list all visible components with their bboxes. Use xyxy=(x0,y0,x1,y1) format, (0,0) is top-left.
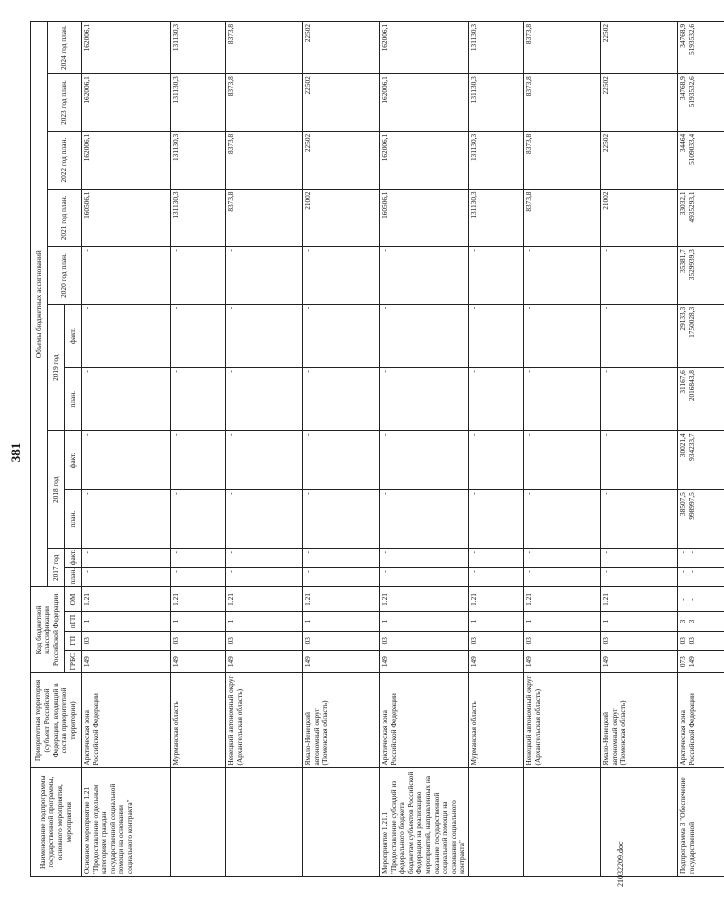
cell-value: - xyxy=(171,490,226,549)
cell-value: - xyxy=(82,549,171,568)
header-pgp: пГП xyxy=(65,612,82,631)
cell-om: 1.21 xyxy=(82,587,171,612)
cell-pgp: 1 xyxy=(226,612,303,631)
cell-territory: Арктическая зона Российской Федерации xyxy=(678,673,724,768)
cell-territory: Мурманская область xyxy=(469,673,524,768)
cell-om: 1.21 xyxy=(171,587,226,612)
cell-value: - xyxy=(380,247,469,305)
cell-om: 1.21 xyxy=(303,587,380,612)
header-2021: 2021 год план. xyxy=(48,189,82,247)
header-2017: 2017 год xyxy=(48,549,65,587)
cell-value: - xyxy=(226,549,303,568)
cell-value: - xyxy=(524,368,601,431)
header-2019: 2019 год xyxy=(48,304,65,431)
cell-value: - xyxy=(226,368,303,431)
cell-value: - xyxy=(303,490,380,549)
cell-om: 1.21 xyxy=(380,587,469,612)
cell-name xyxy=(303,768,380,877)
cell-value: - xyxy=(469,549,524,568)
cell-gp: 03 xyxy=(469,631,524,650)
cell-gp: 03 03 xyxy=(678,631,724,650)
cell-territory: Ненецкий автономный округ (Архангельская область) xyxy=(524,673,601,768)
cell-value: 8373,8 xyxy=(226,22,303,74)
table-row xyxy=(171,22,226,877)
header-grbs: ГРБС xyxy=(65,650,82,673)
document-id: 21032209.doc xyxy=(616,841,625,887)
cell-value: 8373,8 xyxy=(226,189,303,247)
cell-om: 1.21 xyxy=(524,587,601,612)
cell-name xyxy=(226,768,303,877)
cell-value: - xyxy=(82,304,171,367)
cell-gp: 03 xyxy=(226,631,303,650)
table-row xyxy=(380,22,469,877)
cell-value: - xyxy=(303,368,380,431)
header-2017-fact: факт. xyxy=(65,549,82,568)
cell-grbs: 149 xyxy=(303,650,380,673)
cell-value: - xyxy=(601,368,678,431)
cell-value: 131130,3 xyxy=(171,131,226,189)
cell-value: 131130,3 xyxy=(171,189,226,247)
cell-value: 162006,1 xyxy=(82,131,171,189)
cell-name: Подпрограмма 3 "Обеспечение государственной xyxy=(678,768,724,877)
cell-value: 34768,9 5193532,6 xyxy=(678,74,724,132)
cell-name xyxy=(171,768,226,877)
cell-value: - xyxy=(171,568,226,587)
cell-value: 22502 xyxy=(601,131,678,189)
cell-value: 162006,1 xyxy=(82,74,171,132)
table-row xyxy=(226,22,303,877)
cell-value: - xyxy=(171,247,226,305)
cell-gp: 03 xyxy=(303,631,380,650)
cell-pgp: 1 xyxy=(601,612,678,631)
cell-territory: Арктическая зона Российской Федерации xyxy=(380,673,469,768)
cell-value: 22502 xyxy=(303,22,380,74)
header-2018: 2018 год xyxy=(48,431,65,549)
cell-value: 21002 xyxy=(601,189,678,247)
cell-value: 8373,8 xyxy=(524,22,601,74)
cell-pgp: 1 xyxy=(524,612,601,631)
cell-pgp: 1 xyxy=(380,612,469,631)
header-2019-plan: план. xyxy=(65,368,82,431)
cell-gp: 03 xyxy=(524,631,601,650)
cell-value: - xyxy=(524,490,601,549)
cell-territory: Ямало-Ненецкий автономный округ (Тюменская область) xyxy=(601,673,678,768)
cell-value: 160506,1 xyxy=(380,189,469,247)
cell-value: - xyxy=(469,247,524,305)
cell-value: 131130,3 xyxy=(469,74,524,132)
cell-value: - xyxy=(226,490,303,549)
header-2017-plan: план. xyxy=(65,568,82,587)
cell-value: - xyxy=(226,431,303,490)
cell-territory: Арктическая зона Российской Федерации xyxy=(82,673,171,768)
cell-value: 38507,5 998997,5 xyxy=(678,490,724,549)
cell-value: - xyxy=(171,304,226,367)
cell-value: - xyxy=(524,247,601,305)
cell-grbs: 149 xyxy=(524,650,601,673)
cell-om: 1.21 xyxy=(469,587,524,612)
cell-om: 1.21 xyxy=(226,587,303,612)
cell-value: - xyxy=(380,568,469,587)
cell-value: 8373,8 xyxy=(524,131,601,189)
cell-value: - xyxy=(171,431,226,490)
cell-gp: 03 xyxy=(380,631,469,650)
table-row xyxy=(678,22,724,877)
cell-value: 22502 xyxy=(303,74,380,132)
header-om: ОМ xyxy=(65,587,82,612)
table-row xyxy=(469,22,524,877)
header-2018-plan: план. xyxy=(65,490,82,549)
cell-value: 8373,8 xyxy=(226,74,303,132)
cell-value: - xyxy=(226,568,303,587)
cell-value: - xyxy=(380,549,469,568)
cell-territory: Ненецкий автономный округ (Архангельская область) xyxy=(226,673,303,768)
cell-value: 8373,8 xyxy=(226,131,303,189)
table-body xyxy=(82,22,724,877)
header-2024: 2024 год план. xyxy=(48,22,82,74)
cell-pgp: 1 xyxy=(303,612,380,631)
cell-name xyxy=(524,768,601,877)
cell-value: - xyxy=(226,247,303,305)
cell-territory: Мурманская область xyxy=(171,673,226,768)
cell-name: Основное мероприятие 1.21 "Предоставление отдельным категориям граждан государственной социальной помощи на основании социального контракта" xyxy=(82,768,171,877)
cell-value: 31167,6 2016843,8 xyxy=(678,368,724,431)
cell-value: - xyxy=(601,304,678,367)
cell-grbs: 149 xyxy=(82,650,171,673)
cell-value: 35381,7 3529939,3 xyxy=(678,247,724,305)
cell-value: - xyxy=(469,431,524,490)
cell-value: - xyxy=(524,568,601,587)
cell-pgp: 1 xyxy=(469,612,524,631)
table-row xyxy=(601,22,678,877)
cell-value: - xyxy=(380,490,469,549)
header-name: Наименование подпрограммы государственной программы, основного мероприятия, мероприятия xyxy=(31,768,82,877)
cell-grbs: 149 xyxy=(601,650,678,673)
cell-grbs: 149 xyxy=(226,650,303,673)
cell-value: - xyxy=(303,568,380,587)
cell-grbs: 149 xyxy=(380,650,469,673)
cell-value: - - xyxy=(678,549,724,568)
cell-value: - xyxy=(82,247,171,305)
cell-value: 8373,8 xyxy=(524,189,601,247)
cell-value: - xyxy=(82,368,171,431)
cell-value: - xyxy=(303,304,380,367)
header-2018-fact: факт. xyxy=(65,431,82,490)
cell-value: - xyxy=(524,549,601,568)
cell-value: - xyxy=(524,304,601,367)
cell-value: 33032,1 4935293,1 xyxy=(678,189,724,247)
table-row xyxy=(82,22,171,877)
cell-value: 162006,1 xyxy=(380,22,469,74)
cell-value: 30021,4 934233,7 xyxy=(678,431,724,490)
cell-name xyxy=(469,768,524,877)
cell-name: Мероприятие 1.21.1 "Предоставление субсидий из федерального бюджета бюджетам субъектов Российской Федерации на реализацию мероприятий, направленных на оказание государственной социальной помощи на основании социального контракта" xyxy=(380,768,469,877)
header-gp: ГП xyxy=(65,631,82,650)
header-2022: 2022 год план. xyxy=(48,131,82,189)
cell-value: - xyxy=(82,490,171,549)
header-volumes-group: Объемы бюджетных ассигнований xyxy=(31,22,48,588)
cell-value: 131130,3 xyxy=(469,189,524,247)
cell-gp: 03 xyxy=(82,631,171,650)
cell-pgp: 1 xyxy=(82,612,171,631)
cell-value: - xyxy=(303,247,380,305)
cell-value: 8373,8 xyxy=(524,74,601,132)
cell-value: - xyxy=(380,368,469,431)
cell-gp: 03 xyxy=(171,631,226,650)
cell-value: - xyxy=(171,368,226,431)
cell-value: - xyxy=(469,490,524,549)
cell-value: 22502 xyxy=(601,74,678,132)
cell-value: - xyxy=(380,304,469,367)
cell-value: 131130,3 xyxy=(469,131,524,189)
cell-value: - xyxy=(303,431,380,490)
cell-name xyxy=(601,768,678,877)
cell-grbs: 149 xyxy=(469,650,524,673)
cell-grbs: 149 xyxy=(171,650,226,673)
cell-value: 34464 5109033,4 xyxy=(678,131,724,189)
header-territory: Приоритетная территория (субъект Российской Федерации, входящий в состав приоритетной территории) xyxy=(31,673,82,768)
table-row xyxy=(303,22,380,877)
cell-value: 160506,1 xyxy=(82,189,171,247)
cell-value: - xyxy=(469,304,524,367)
cell-value: 162006,1 xyxy=(82,22,171,74)
cell-value: - xyxy=(82,431,171,490)
page-number: 381 xyxy=(8,442,23,463)
cell-value: 34768,9 5193532,6 xyxy=(678,22,724,74)
cell-territory: Ямало-Ненецкий автономный округ (Тюменская область) xyxy=(303,673,380,768)
cell-value: - xyxy=(524,431,601,490)
cell-value: - xyxy=(226,304,303,367)
cell-value: 162006,1 xyxy=(380,131,469,189)
header-2020: 2020 год план. xyxy=(48,247,82,305)
cell-om: 1.21 xyxy=(601,587,678,612)
cell-value: - xyxy=(601,549,678,568)
cell-value: - xyxy=(303,549,380,568)
cell-pgp: 3 3 xyxy=(678,612,724,631)
cell-value: - xyxy=(380,431,469,490)
cell-value: 162006,1 xyxy=(380,74,469,132)
cell-value: 21002 xyxy=(303,189,380,247)
cell-value: 131130,3 xyxy=(171,74,226,132)
cell-value: 131130,3 xyxy=(469,22,524,74)
cell-value: - xyxy=(601,568,678,587)
header-code-group: Код бюджетной классификации Российской Федерации xyxy=(31,587,65,673)
cell-grbs: 073 149 xyxy=(678,650,724,673)
header-2019-fact: факт. xyxy=(65,304,82,367)
table-row xyxy=(524,22,601,877)
cell-value: - xyxy=(601,247,678,305)
cell-pgp: 1 xyxy=(171,612,226,631)
cell-value: 29133,3 1750028,3 xyxy=(678,304,724,367)
cell-value: 22502 xyxy=(303,131,380,189)
header-2023: 2023 год план. xyxy=(48,74,82,132)
cell-value: 22502 xyxy=(601,22,678,74)
cell-om: - - xyxy=(678,587,724,612)
cell-gp: 03 xyxy=(601,631,678,650)
cell-value: - xyxy=(469,368,524,431)
cell-value: - - xyxy=(678,568,724,587)
cell-value: - xyxy=(601,490,678,549)
cell-value: 131130,3 xyxy=(171,22,226,74)
cell-value: - xyxy=(171,549,226,568)
budget-allocation-table xyxy=(30,21,724,877)
cell-value: - xyxy=(469,568,524,587)
cell-value: - xyxy=(82,568,171,587)
cell-value: - xyxy=(601,431,678,490)
